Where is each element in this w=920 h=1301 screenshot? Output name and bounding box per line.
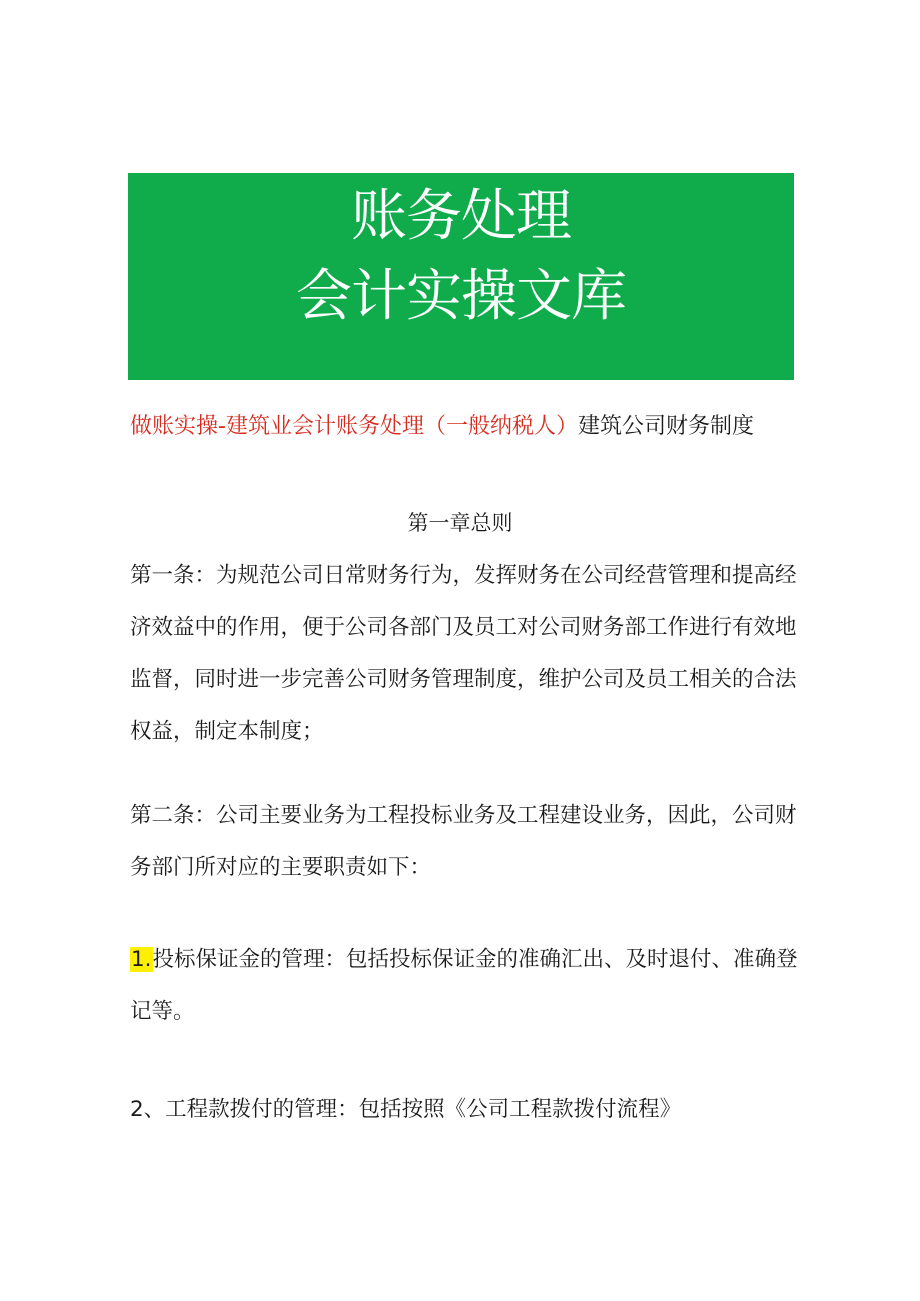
list-item-1-number-highlight: 1. bbox=[131, 947, 152, 972]
subtitle-black-part: 建筑公司财务制度 bbox=[577, 414, 754, 439]
article-2-paragraph bbox=[130, 790, 798, 894]
banner-title-line-1: 账务处理 bbox=[351, 184, 571, 249]
article-1-line: 监督，同时进一步完善公司财务管理制度，维护公司及员工相关的合法 bbox=[130, 667, 797, 692]
list-item-1-line-2: 记等。 bbox=[130, 999, 195, 1024]
title-banner bbox=[128, 173, 794, 380]
subtitle-red-part: 做账实操-建筑业会计账务处理（一般纳税人） bbox=[130, 414, 578, 439]
list-item-1-line-1 bbox=[130, 934, 798, 986]
list-item-2 bbox=[130, 1084, 798, 1136]
article-1-line: 第一条：为规范公司日常财务行为，发挥财务在公司经营管理和提高经 bbox=[130, 563, 797, 588]
list-item-2-text: 2、工程款拨付的管理：包括按照《公司工程款拨付流程》 bbox=[130, 1097, 682, 1122]
list-item-1-text: 投标保证金的管理：包括投标保证金的准确汇出、及时退付、准确登 bbox=[152, 947, 798, 972]
article-1-line: 济效益中的作用，便于公司各部门及员工对公司财务部工作进行有效地 bbox=[130, 615, 797, 640]
article-2-line: 第二条：公司主要业务为工程投标业务及工程建设业务，因此，公司财 bbox=[130, 803, 797, 828]
article-1-paragraph bbox=[130, 550, 798, 758]
list-item-1 bbox=[130, 934, 798, 1038]
document-subtitle bbox=[130, 412, 830, 442]
article-2-line: 务部门所对应的主要职责如下： bbox=[130, 855, 432, 880]
banner-title-line-2: 会计实操文库 bbox=[296, 264, 626, 329]
chapter-title: 第一章总则 bbox=[407, 511, 513, 535]
article-1-line: 权益，制定本制度； bbox=[130, 719, 324, 744]
